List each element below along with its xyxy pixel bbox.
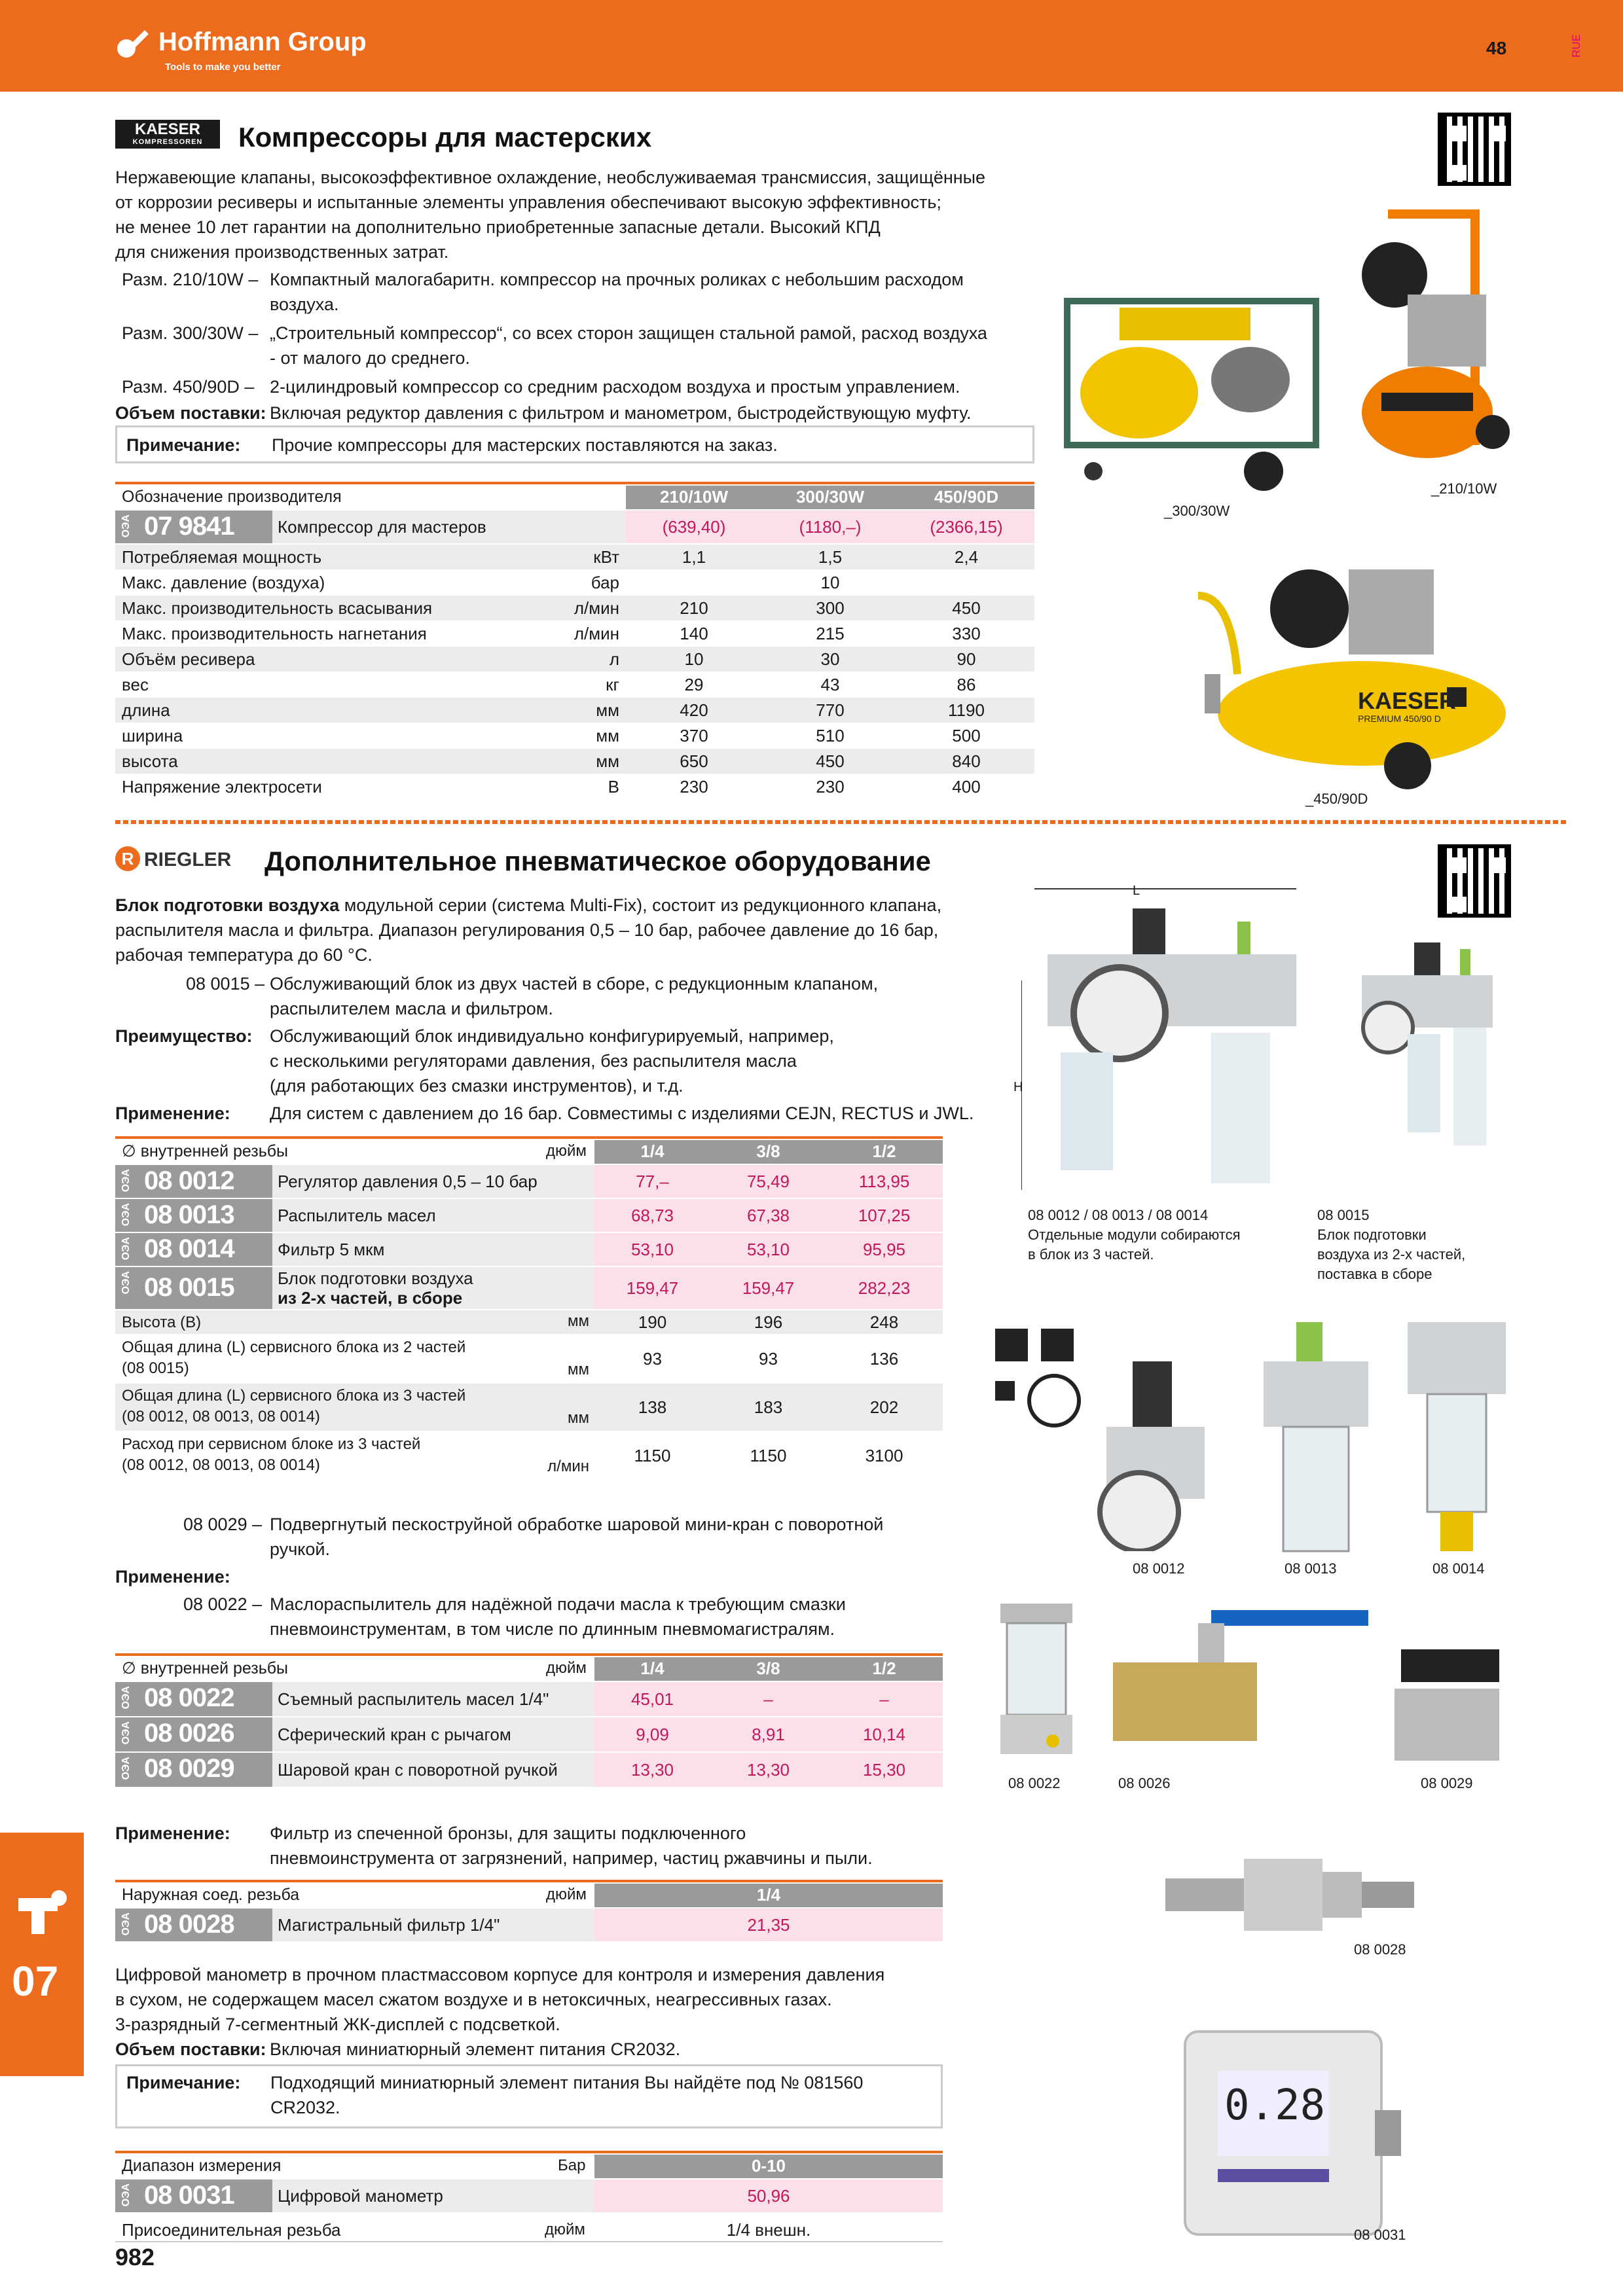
row-label: Объём ресивера [122, 649, 255, 669]
image-caption: 08 0028 [1354, 1941, 1406, 1958]
cell-value: 650 [680, 751, 708, 771]
col-header: ∅ внутренней резьбы [122, 1142, 289, 1160]
tank-model-label: PREMIUM 450/90 D [1358, 713, 1441, 724]
col-header: 450/90D [934, 487, 999, 507]
footer-page-number: 982 [115, 2244, 155, 2270]
image-caption: _450/90D [1305, 791, 1368, 807]
note-box [115, 2064, 943, 2128]
intro-line: Блок подготовки воздуха модульной серии (система Multi-Fix), состоит из редукционного клапана, [115, 895, 942, 915]
cell-value: 86 [957, 675, 976, 694]
col-header: 1/4 [640, 1659, 665, 1678]
unit: дюйм [546, 1886, 587, 1903]
scope-label: Объем поставки: [115, 403, 266, 423]
order-tag: ОЭА [120, 1757, 132, 1780]
kaeser-logo: KAESER KOMPRESSOREN [115, 120, 220, 149]
unit: л/мин [547, 1458, 589, 1475]
section-title: Дополнительное пневматическое оборудование [264, 846, 931, 876]
price: 13,30 [630, 1760, 674, 1780]
unit: дюйм [546, 1142, 587, 1160]
unit: В [608, 777, 619, 797]
intro-line: не менее 10 лет гарантии на дополнительно приобретенные запасные детали. Высокий КПД [115, 217, 881, 237]
col-header: 210/10W [659, 487, 729, 507]
qr-code-icon [1438, 113, 1511, 186]
price: 10,14 [862, 1725, 906, 1744]
row-label: Макс. производительность нагнетания [122, 624, 427, 643]
cell-value: 190 [638, 1312, 667, 1332]
row-label: ширина [122, 726, 183, 745]
intro-line: Цифровой манометр в прочном пластмассовом корпусе для контроля и измерения давления [115, 1965, 885, 1984]
cell-value: 400 [952, 777, 981, 797]
cell-value: 138 [638, 1397, 667, 1417]
dimension-label: H [1013, 1080, 1023, 1094]
lubricator-image [1257, 1322, 1375, 1558]
unit: Бар [558, 2157, 586, 2174]
image-caption: Отдельные модули собираются [1028, 1227, 1241, 1243]
cell-value: 10 [684, 649, 704, 669]
cell-value: 500 [952, 726, 981, 745]
filter-image [1401, 1322, 1512, 1558]
brand-tagline: Tools to make you better [165, 62, 281, 73]
unit: мм [568, 1312, 589, 1330]
mounting-parts-image [982, 1316, 1093, 1433]
cell-value: 43 [820, 675, 840, 694]
image-caption: 08 0022 [1008, 1775, 1061, 1791]
size-key: Разм. 210/10W – [122, 270, 259, 289]
price: 45,01 [630, 1689, 674, 1709]
product-name: Цифровой манометр [278, 2186, 443, 2206]
price: 159,47 [742, 1278, 795, 1298]
product-name: Фильтр 5 мкм [278, 1240, 385, 1259]
note-text: Прочие компрессоры для мастерских поставляются на заказ. [272, 435, 778, 455]
col-header: 3/8 [756, 1141, 780, 1161]
order-number[interactable]: 08 0012 [144, 1166, 234, 1195]
cell-value: 300 [816, 598, 845, 618]
order-tag: ОЭА [120, 2183, 132, 2207]
col-header: 1/4 [640, 1141, 665, 1161]
cell-value: 2,4 [954, 547, 979, 567]
cell-value: 93 [643, 1349, 662, 1369]
col-header: 1/4 [756, 1885, 781, 1905]
cell-value: 140 [680, 624, 708, 643]
item-desc: Маслораспылитель для надёжной подачи масла к требующим смазки [270, 1594, 846, 1614]
price: 8,91 [752, 1725, 785, 1744]
spec-label: Присоединительная резьба [122, 2220, 341, 2240]
order-number[interactable]: 08 0022 [144, 1683, 234, 1712]
cell-value: 1190 [948, 700, 985, 720]
advantage-text: с несколькими регуляторами давления, без распылителя масла [270, 1051, 797, 1071]
image-caption: _300/30W [1164, 503, 1230, 519]
chapter-number: 07 [12, 1958, 59, 2005]
price: (2366,15) [930, 517, 1003, 537]
product-name: Блок подготовки воздуха [278, 1268, 473, 1288]
image-caption: 08 0031 [1354, 2227, 1406, 2243]
product-name: Распылитель масел [278, 1206, 436, 1225]
hoffmann-logo-icon [115, 26, 149, 60]
row-label: Общая длина (L) сервисного блока из 2 частей [122, 1338, 466, 1356]
advantage-text: (для работающих без смазки инструментов), и т.д. [270, 1076, 684, 1096]
cell-value: 136 [869, 1349, 899, 1369]
unit: мм [568, 1361, 589, 1378]
usage-text: пневмоинструмента от загрязнений, например, частиц ржавчины и пыли. [270, 1848, 873, 1868]
cell-value: 840 [952, 751, 981, 771]
order-tag: ОЭА [120, 1721, 132, 1745]
order-tag: ОЭА [120, 1912, 132, 1936]
note-box [115, 425, 1034, 463]
price: 68,73 [630, 1206, 674, 1225]
cell-value: 450 [816, 751, 845, 771]
cell-value: 10 [820, 573, 840, 592]
section-title: Компрессоры для мастерских [238, 122, 652, 152]
image-caption: Блок подготовки [1317, 1227, 1427, 1243]
intro-line: рабочая температура до 60 °C. [115, 945, 373, 965]
price: 282,23 [858, 1278, 911, 1298]
order-number[interactable]: 07 9841 [144, 512, 234, 541]
chapter-tab[interactable] [0, 1833, 84, 2076]
col-header: 0-10 [751, 2156, 786, 2176]
intro-line: для снижения производственных затрат. [115, 242, 449, 262]
row-label: Макс. производительность всасывания [122, 598, 433, 618]
item-key: 08 0015 – [186, 974, 265, 994]
dimension-label: L [1133, 884, 1140, 898]
price: 50,96 [747, 2186, 790, 2206]
oil-sprayer-image [987, 1597, 1085, 1761]
order-tag: ОЭА [120, 514, 132, 538]
page-number: 48 [1486, 38, 1507, 58]
cell-value: 29 [684, 675, 704, 694]
price: (1180,–) [799, 517, 862, 537]
unit: мм [596, 751, 619, 771]
cell-value: 1,5 [818, 547, 843, 567]
order-tag: ОЭА [120, 1203, 132, 1227]
image-caption: воздуха из 2-х частей, [1317, 1246, 1466, 1263]
price: – [763, 1689, 773, 1709]
compressor-450-90d-image [1192, 556, 1506, 792]
compressor-210-10w-image [1342, 196, 1512, 478]
unit: кВт [593, 547, 619, 567]
row-label: Макс. давление (воздуха) [122, 573, 325, 592]
row-label: (08 0012, 08 0013, 08 0014) [122, 1408, 320, 1426]
usage-text: Фильтр из спеченной бронзы, для защиты подключенного [270, 1823, 746, 1843]
unit: л [609, 649, 619, 669]
order-number[interactable]: 08 0029 [144, 1754, 234, 1783]
size-key: Разм. 450/90D – [122, 377, 255, 397]
usage-label: Применение: [115, 1823, 230, 1843]
size-desc: воздуха. [270, 295, 339, 314]
row-label: Потребляемая мощность [122, 547, 322, 567]
row-label: длина [122, 700, 170, 720]
image-caption: _210/10W [1431, 480, 1497, 497]
table-bottom-rule [115, 2241, 943, 2242]
table-top-rule [115, 482, 1034, 484]
scope-text: Включая миниатюрный элемент питания CR2032. [270, 2039, 681, 2059]
air-prep-unit-3part-image [1021, 882, 1309, 1210]
intro-line: распылителя масла и фильтра. Диапазон регулирования 0,5 – 10 бар, рабочее давление до 16 бар, [115, 920, 939, 940]
order-number[interactable]: 08 0014 [144, 1234, 234, 1263]
compressor-300-30w-image [1041, 288, 1336, 497]
price: – [879, 1689, 889, 1709]
cell-value: 230 [680, 777, 708, 797]
advantage-label: Преимущество: [115, 1026, 253, 1046]
item-desc: пневмоинструментам, в том числе по длинным пневмомагистралям. [270, 1619, 835, 1639]
cell-value: 770 [816, 700, 845, 720]
intro-line: 3-разрядный 7-сегментный ЖК-дисплей с подсветкой. [115, 2015, 560, 2034]
cell-value: 1150 [634, 1446, 671, 1465]
product-name: Регулятор давления 0,5 – 10 бар [278, 1172, 538, 1191]
price: 21,35 [747, 1915, 790, 1935]
item-desc: распылителем масла и фильтром. [270, 999, 553, 1018]
intro-line: от коррозии ресиверы и испытанные элементы управления обеспечивают высокую эффективность; [115, 192, 941, 212]
image-caption: 08 0026 [1118, 1775, 1171, 1791]
order-number[interactable]: 08 0028 [144, 1910, 234, 1939]
item-desc: ручкой. [270, 1539, 330, 1559]
col-header: Обозначение производителя [122, 488, 342, 506]
cell-value: 196 [754, 1312, 783, 1332]
note-label: Примечание: [126, 2073, 241, 2092]
lcd-display: 0.28 [1224, 2081, 1326, 2130]
order-tag: ОЭА [120, 1237, 132, 1261]
valve-brand-label: RIEGLER [1228, 1598, 1275, 1609]
row-label: Расход при сервисном блоке из 3 частей [122, 1435, 421, 1453]
cell-value: 90 [957, 649, 976, 669]
col-header: 1/2 [872, 1141, 896, 1161]
note-text: Подходящий миниатюрный элемент питания Вы найдёте под № 081560 [270, 2073, 864, 2092]
size-desc: „Строительный компрессор“, со всех сторон защищен стальной рамой, расход воздуха [270, 323, 987, 343]
product-name: Съемный распылитель масел 1/4" [278, 1689, 549, 1709]
order-tag: ОЭА [120, 1686, 132, 1710]
item-key: 08 0022 – [183, 1594, 263, 1614]
order-number[interactable]: 08 0015 [144, 1273, 234, 1302]
cell-value: 3100 [865, 1446, 903, 1465]
cell-value: 215 [816, 624, 845, 643]
unit: кг [606, 675, 619, 694]
order-number[interactable]: 08 0013 [144, 1200, 234, 1229]
image-caption: 08 0014 [1432, 1560, 1485, 1577]
col-header: Наружная соед. резьба [122, 1886, 300, 1904]
col-header: 300/30W [795, 487, 865, 507]
order-number[interactable]: 08 0026 [144, 1719, 234, 1748]
unit: дюйм [546, 1659, 587, 1677]
air-prep-unit-2part-image [1349, 942, 1506, 1204]
image-caption: 08 0029 [1421, 1775, 1473, 1791]
size-key: Разм. 300/30W – [122, 323, 259, 343]
usage-text: Для систем с давлением до 16 бар. Совместимы с изделиями CEJN, RECTUS и JWL. [270, 1103, 974, 1123]
product-name: Сферический кран с рычагом [278, 1725, 511, 1744]
image-caption: в блок из 3 частей. [1028, 1246, 1154, 1263]
cell-value: 183 [754, 1397, 783, 1417]
cell-value: 1,1 [682, 547, 706, 567]
item-key: 08 0029 – [183, 1515, 263, 1534]
price: 9,09 [636, 1725, 669, 1744]
price: 53,10 [630, 1240, 674, 1259]
cell-value: 1150 [750, 1446, 787, 1465]
spec-value: 1/4 внешн. [726, 2220, 811, 2240]
riegler-logo: R RIEGLER [115, 844, 253, 875]
ball-valve-knob-image [1388, 1636, 1506, 1767]
product-name: Магистральный фильтр 1/4" [278, 1915, 500, 1935]
row-label: Высота (B) [122, 1314, 202, 1331]
image-caption: 08 0015 [1317, 1207, 1370, 1223]
image-caption: 08 0012 / 08 0013 / 08 0014 [1028, 1207, 1209, 1223]
intro-line: в сухом, не содержащем масел сжатом воздухе и в нетоксичных, неагрессивных газах. [115, 1990, 832, 2009]
col-header: 1/2 [872, 1659, 896, 1678]
brand-name: Hoffmann Group [158, 27, 367, 56]
usage-label: Применение: [115, 1103, 230, 1123]
scope-label: Объем поставки: [115, 2039, 266, 2059]
unit: мм [596, 726, 619, 745]
product-name: Шаровой кран с поворотной ручкой [278, 1760, 558, 1780]
price: 13,30 [746, 1760, 790, 1780]
cell-value: 330 [952, 624, 981, 643]
section-divider [115, 820, 1567, 824]
table-top-rule [115, 1136, 943, 1139]
item-desc: Обслуживающий блок из двух частей в сборе, с редукционным клапаном, [270, 974, 879, 994]
price: 107,25 [858, 1206, 911, 1225]
tank-brand-label: KAESER [1358, 687, 1457, 714]
cell-value: 30 [820, 649, 840, 669]
line-filter-image [1159, 1852, 1421, 1937]
row-label: (08 0015) [122, 1359, 189, 1377]
size-desc: 2-цилиндровый компрессор со средним расходом воздуха и простым управлением. [270, 377, 960, 397]
table-top-rule [115, 2151, 943, 2153]
product-name: Компрессор для мастеров [278, 517, 486, 537]
row-label: Общая длина (L) сервисного блока из 3 частей [122, 1387, 466, 1405]
price: (639,40) [662, 517, 726, 537]
price: 15,30 [862, 1760, 906, 1780]
row-label: Напряжение электросети [122, 777, 322, 797]
row-label: высота [122, 751, 178, 771]
digital-manometer-image [1178, 2025, 1401, 2241]
pressure-regulator-image [1087, 1361, 1218, 1551]
intro-line: Нержавеющие клапаны, высокоэффективное охлаждение, необслуживаемая трансмиссия, защищённые [115, 168, 986, 187]
advantage-text: Обслуживающий блок индивидуально конфигурируемый, например, [270, 1026, 834, 1046]
image-caption: поставка в сборе [1317, 1266, 1432, 1282]
cell-value: 248 [869, 1312, 899, 1332]
cell-value: 93 [759, 1349, 778, 1369]
unit: л/мин [574, 624, 619, 643]
item-desc: Подвергнутый пескоструйной обработке шаровой мини-кран с поворотной [270, 1515, 884, 1534]
row-label: (08 0012, 08 0013, 08 0014) [122, 1456, 320, 1474]
ball-valve-lever-image [1106, 1597, 1381, 1754]
price: 75,49 [746, 1172, 790, 1191]
order-tag: ОЭА [120, 1271, 132, 1295]
col-header: Диапазон измерения [122, 2157, 282, 2175]
price: 77,– [636, 1172, 669, 1191]
image-caption: 08 0013 [1285, 1560, 1337, 1577]
note-label: Примечание: [126, 435, 241, 455]
note-text: CR2032. [270, 2098, 340, 2117]
size-desc: - от малого до среднего. [270, 348, 470, 368]
language-code: RUE [1570, 34, 1582, 58]
usage-label: Применение: [115, 1567, 230, 1587]
image-caption: 08 0012 [1133, 1560, 1185, 1577]
price: 113,95 [858, 1172, 910, 1191]
order-number[interactable]: 08 0031 [144, 2181, 234, 2210]
col-header: ∅ внутренней резьбы [122, 1659, 289, 1677]
cell-value: 510 [816, 726, 845, 745]
price: 95,95 [862, 1240, 906, 1259]
product-name: из 2-х частей, в сборе [278, 1288, 463, 1308]
table-top-rule [115, 1880, 943, 1882]
cell-value: 202 [869, 1397, 899, 1417]
cell-value: 420 [680, 700, 708, 720]
unit: л/мин [574, 598, 619, 618]
col-header: 3/8 [756, 1659, 780, 1678]
air-tool-icon [12, 1885, 71, 1937]
cell-value: 370 [680, 726, 708, 745]
cell-value: 450 [952, 598, 981, 618]
unit: бар [591, 573, 619, 592]
order-tag: ОЭА [120, 1169, 132, 1193]
unit: мм [568, 1409, 589, 1427]
price: 159,47 [626, 1278, 679, 1298]
qr-code-icon [1438, 844, 1511, 918]
price: 67,38 [746, 1206, 790, 1225]
unit: дюйм [545, 2221, 585, 2238]
size-desc: Компактный малогабаритн. компрессор на прочных роликах с небольшим расходом [270, 270, 964, 289]
row-label: вес [122, 675, 149, 694]
cell-value: 230 [816, 777, 845, 797]
price: 53,10 [746, 1240, 790, 1259]
table-top-rule [115, 1653, 943, 1656]
unit: мм [596, 700, 619, 720]
scope-text: Включая редуктор давления с фильтром и манометром, быстродействующую муфту. [270, 403, 972, 423]
cell-value: 210 [680, 598, 708, 618]
